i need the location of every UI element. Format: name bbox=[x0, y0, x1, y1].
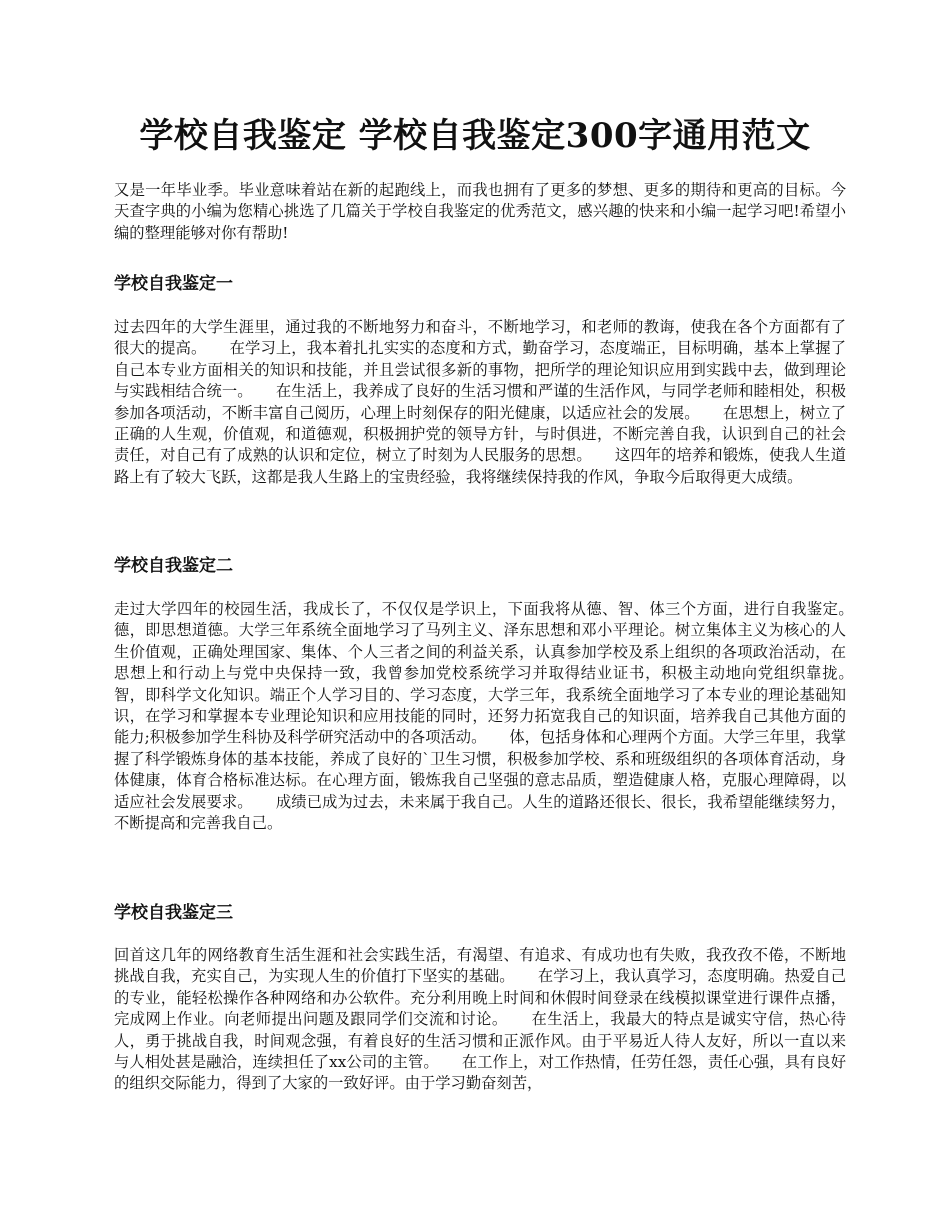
section-1-body: 过去四年的大学生涯里，通过我的不断地努力和奋斗，不断地学习，和老师的教诲，使我在各个方面都有了很大的提高。 在学习上，我本着扎扎实实的态度和方式，勤奋学习，态度端正，目标明确，基本上掌握了自己本专业方面相关的知识和技能，并且尝试很多新的事物，把所学的理论知识应用到实践中去，做到理论与实践相结合统一。 在生活上，我养成了良好的生活习惯和严谨的生活作风，与同学老师和睦相处，积极参加各项活动，不断丰富自己阅历，心理上时刻保存的阳光健康，以适应社会的发展。 在思想上，树立了正确的人生观，价值观，和道德观，积极拥护党的领导方针，与时俱进，不断完善自我，认识到自己的社会责任，对自己有了成熟的认识和定位，树立了时刻为人民服务的思想。 这四年的培养和锻炼，使我人生道路上有了较大飞跃，这都是我人生路上的宝贵经验，我将继续保持我的作风，争取今后取得更大成绩。 bbox=[114, 318, 846, 486]
document-title: 学校自我鉴定 学校自我鉴定300字通用范文 bbox=[139, 116, 811, 156]
section-3-body: 回首这几年的网络教育生活生涯和社会实践生活，有渴望、有追求、有成功也有失败，我孜孜不倦，不断地挑战自我，充实自己，为实现人生的价值打下坚实的基础。 在学习上，我认真学习，态度明确。热爱自己的专业，能轻松操作各种网络和办公软件。充分利用晚上时间和休假时间登录在线模拟课堂进行课件点播，完成网上作业。向老师提出问题及跟同学们交流和讨论。 在生活上，我最大的特点是诚实守信，热心待人，勇于挑战自我，时间观念强，有着良好的生活习惯和正派作风。由于平易近人待人友好，所以一直以来与人相处甚是融洽，连续担任了xx公司的主管。 在工作上，对工作热情，任劳任怨，责任心强，具有良好的组织交际能力，得到了大家的一致好评。由于学习勤奋刻苦， bbox=[114, 946, 846, 1093]
section-3-heading: 学校自我鉴定三 bbox=[114, 903, 233, 923]
section-2-body: 走过大学四年的校园生活，我成长了，不仅仅是学识上，下面我将从德、智、体三个方面，进行自我鉴定。 德，即思想道德。大学三年系统全面地学习了马列主义、泽东思想和邓小平理论。树立集体主义为核心的人生价值观，正确处理国家、集体、个人三者之间的利益关系，认真参加学校及系上组织的各项政治活动，在思想上和行动上与党中央保持一致，我曾参加党校系统学习并取得结业证书，积极主动地向党组织靠拢。 智，即科学文化知识。端正个人学习目的、学习态度，大学三年，我系统全面地学习了本专业的理论基础知识，在学习和掌握本专业理论知识和应用技能的同时，还努力拓宽我自己的知识面，培养我自己其他方面的能力;积极参加学生科协及科学研究活动中的各项活动。 体，包括身体和心理两个方面。大学三年里，我掌握了科学锻炼身体的基本技能，养成了良好的`卫生习惯，积极参加学校、系和班级组织的各项体育活动，身体健康，体育合格标准达标。在心理方面，锻炼我自己坚强的意志品质，塑造健康人格，克服心理障碍，以适应社会发展要求。 成绩已成为过去，未来属于我自己。人生的道路还很长、很长，我希望能继续努力，不断提高和完善我自己。 bbox=[114, 600, 877, 833]
section-2-heading: 学校自我鉴定二 bbox=[114, 556, 233, 576]
intro-paragraph: 又是一年毕业季。毕业意味着站在新的起跑线上，而我也拥有了更多的梦想、更多的期待和更高的目标。今天查字典的小编为您精心挑选了几篇关于学校自我鉴定的优秀范文，感兴趣的快来和小编一起学习吧!希望小编的整理能够对你有帮助! bbox=[114, 181, 846, 242]
section-1-heading: 学校自我鉴定一 bbox=[114, 274, 233, 294]
